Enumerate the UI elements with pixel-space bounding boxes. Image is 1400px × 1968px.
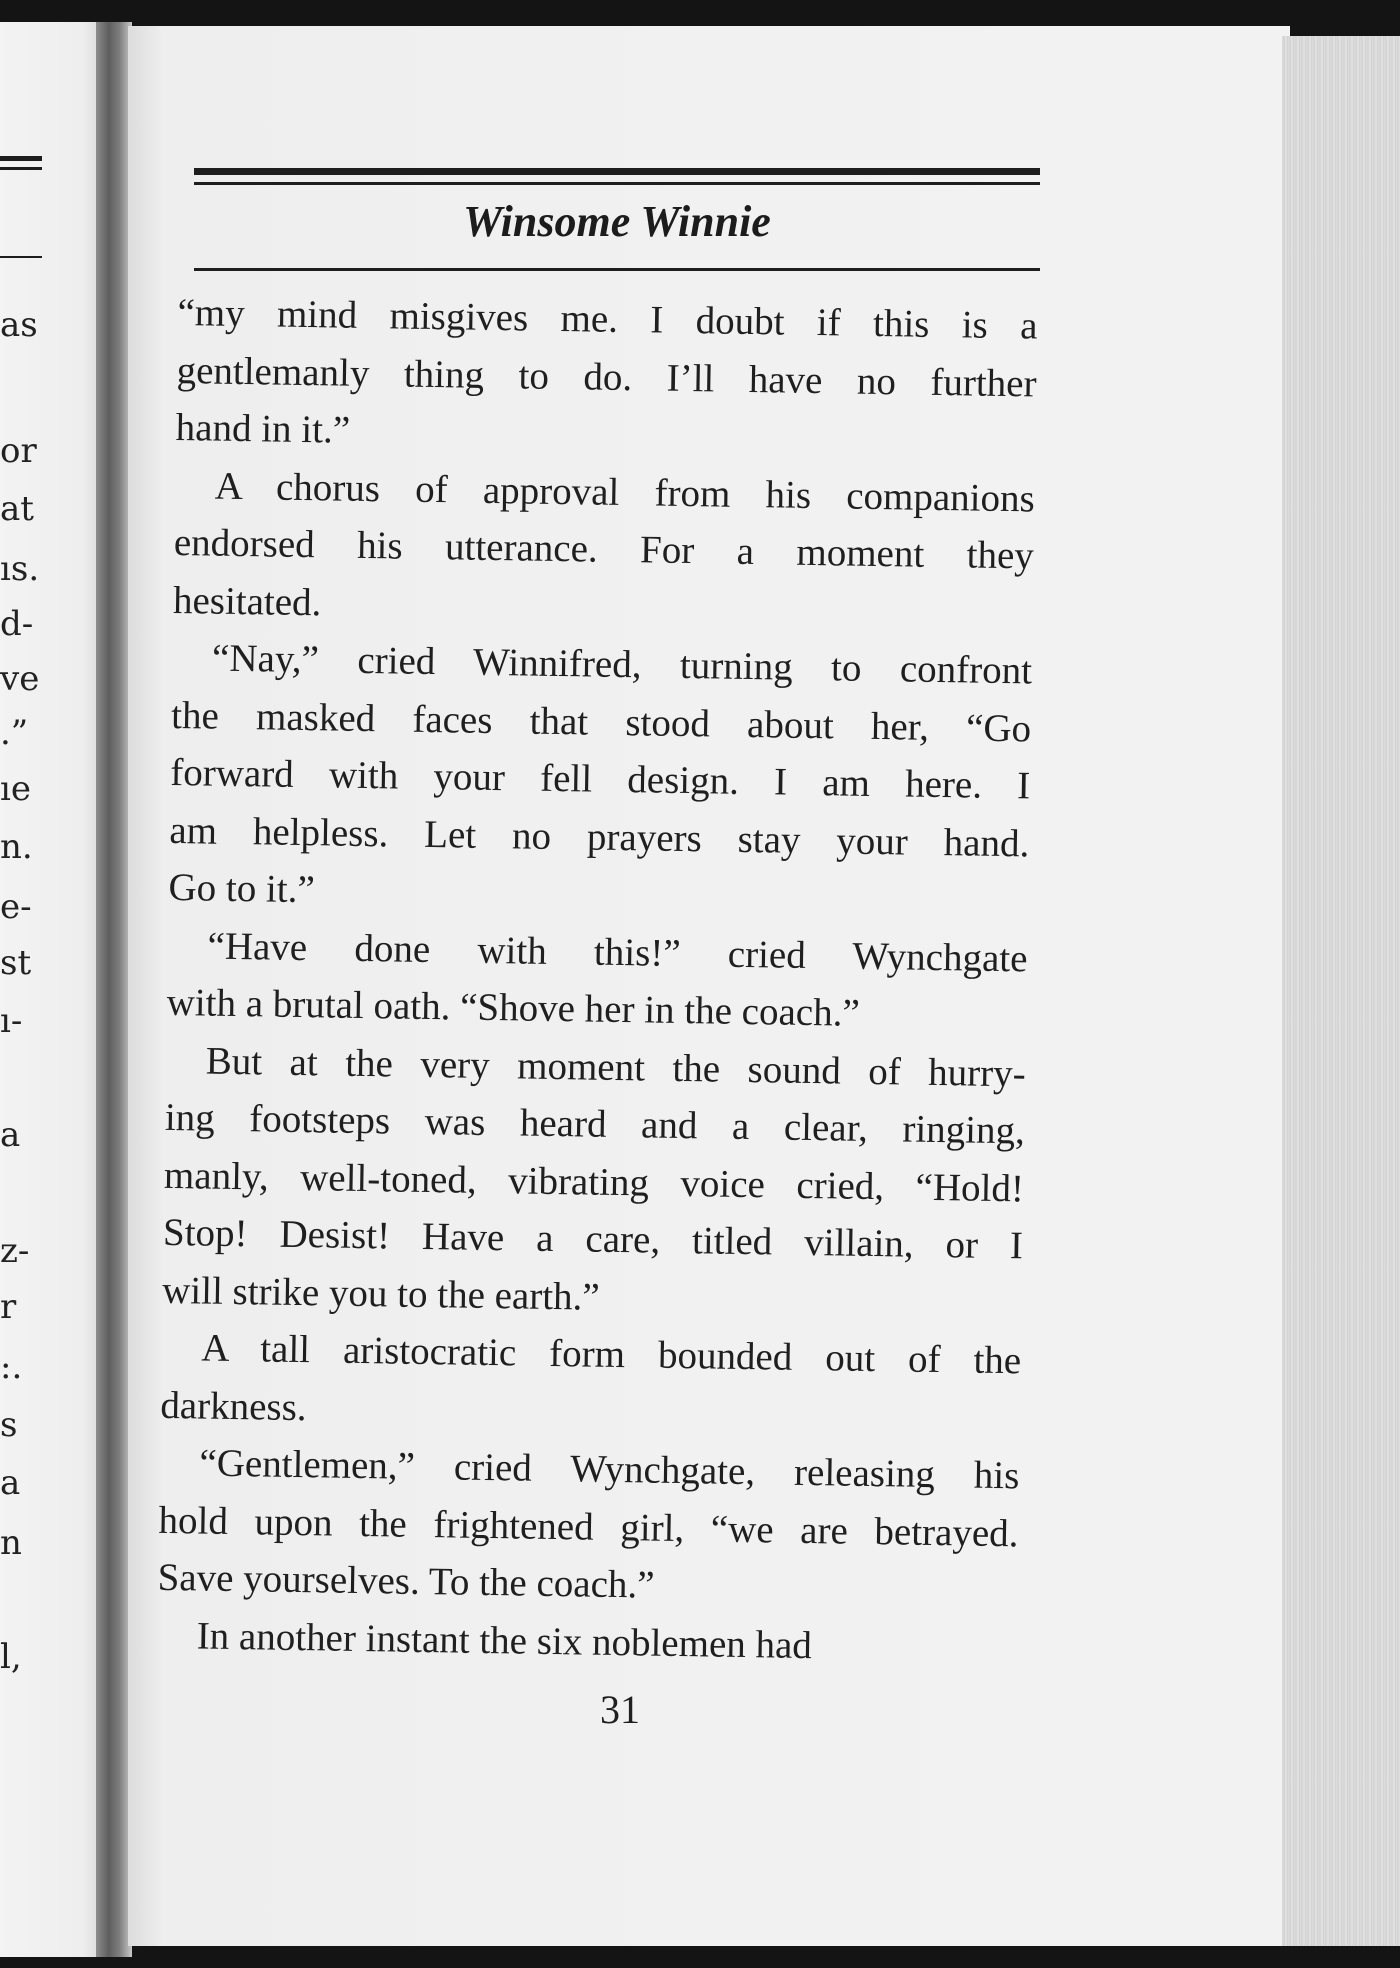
- text-line: with a brutal oath. “Shove her in the coach.”: [166, 980, 861, 1035]
- left-page-fragment: e-: [0, 887, 32, 927]
- text-line: endorsed his utterance. For a moment they: [173, 520, 1035, 578]
- left-page-fragment: n: [0, 1523, 22, 1563]
- text-line: will strike you to the earth.”: [161, 1268, 601, 1319]
- paragraph: [162, 1031, 1026, 1332]
- text-line: ing footsteps was heard and a clear, ringing,: [164, 1095, 1026, 1153]
- text-line: A tall aristocratic form bounded out of the: [200, 1326, 1022, 1383]
- text-line: Go to it.”: [168, 865, 316, 912]
- left-page-fragment: or: [0, 431, 37, 471]
- text-line: In another instant the six noblemen had: [196, 1613, 813, 1667]
- paragraph: [157, 1434, 1020, 1620]
- left-head-rule-bottom: [0, 256, 42, 258]
- page-number: 31: [600, 1687, 640, 1732]
- left-page-fragment: a: [0, 1115, 21, 1155]
- left-page-fragment: .”: [0, 713, 29, 753]
- left-page-fragment: :.: [0, 1347, 23, 1387]
- text-line: “Nay,” cried Winnifred, turning to confront: [211, 636, 1033, 693]
- left-page-fragment: d-: [0, 604, 34, 644]
- left-page-fragment: r: [0, 1287, 17, 1327]
- text-line: the masked faces that stood about her, “Go: [170, 693, 1032, 750]
- paragraph: [160, 1319, 1022, 1447]
- text-line: am helpless. Let no prayers stay your hand.: [169, 808, 1030, 865]
- text-line: “Gentlemen,” cried Wynchgate, releasing his: [199, 1441, 1020, 1498]
- left-page-fragment: s: [0, 1405, 18, 1445]
- paragraph: [175, 284, 1038, 470]
- text-line: forward with your fell design. I am here. I: [169, 750, 1031, 808]
- book-gutter: [96, 22, 132, 1957]
- text-line: manly, well-toned, vibrating voice cried, “Hold!: [163, 1153, 1025, 1210]
- left-page-fragment: as: [0, 305, 38, 345]
- left-page-fragment: ıs.: [0, 549, 40, 589]
- text-line: Stop! Desist! Have a care, titled villain, or I: [162, 1210, 1024, 1268]
- text-line: A chorus of approval from his companions: [214, 464, 1036, 520]
- left-header-rule: [0, 156, 42, 161]
- left-page-fragment: st: [0, 943, 32, 983]
- text-line: hand in it.”: [175, 405, 351, 452]
- left-page-fragment: at: [0, 489, 34, 529]
- left-page-fragment: ı-: [0, 1001, 23, 1041]
- text-line: gentlemanly thing to do. I’ll have no further: [176, 348, 1037, 405]
- page-edges: [1282, 36, 1400, 1946]
- text-line: Save yourselves. To the coach.”: [157, 1555, 655, 1607]
- left-header-rule-thin: [0, 167, 42, 170]
- paragraph: [166, 916, 1028, 1044]
- left-page-fragment: ve: [0, 659, 40, 699]
- text-line: hold upon the frightened girl, “we are betrayed.: [158, 1498, 1019, 1555]
- body-text: [156, 284, 1038, 1677]
- left-page-fragment: z-: [0, 1231, 30, 1271]
- left-page-fragment: a: [0, 1463, 21, 1503]
- text-line: “Have done with this!” cried Wynchgate: [207, 924, 1028, 980]
- text-line: darkness.: [160, 1383, 307, 1429]
- text-line: “my mind misgives me. I doubt if this is a: [177, 290, 1038, 348]
- header-rule-thin: [194, 182, 1040, 185]
- left-page-fragment: ıe: [0, 769, 31, 809]
- head-rule-bottom: [194, 268, 1040, 271]
- text-line: hesitated.: [172, 578, 322, 624]
- left-page-fragment: l,: [0, 1637, 22, 1677]
- header-rule-thick: [194, 168, 1040, 175]
- paragraph: [173, 456, 1036, 642]
- paragraph: [168, 629, 1032, 930]
- text-line: But at the very moment the sound of hurry-: [205, 1039, 1027, 1095]
- running-head: Winsome Winnie: [463, 197, 771, 246]
- left-page-fragment: n.: [0, 827, 33, 867]
